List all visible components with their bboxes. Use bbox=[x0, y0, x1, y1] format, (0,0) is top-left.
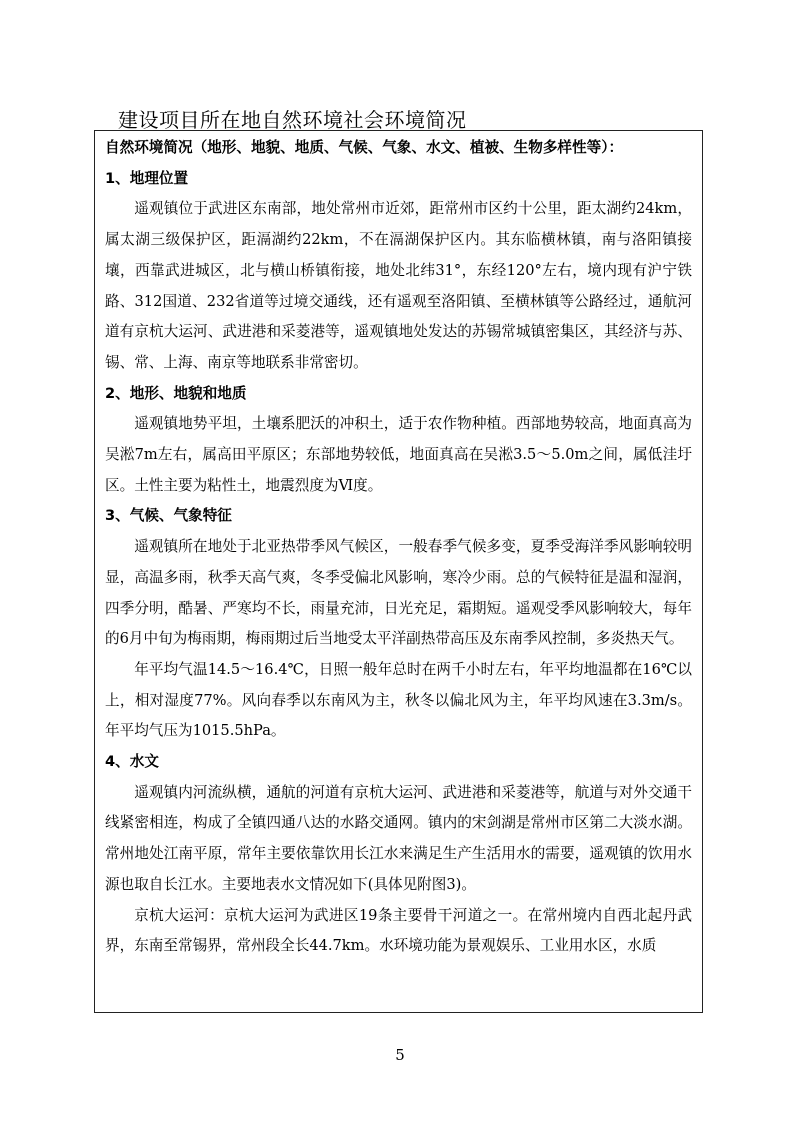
section-title-location: 1、地理位置 bbox=[105, 169, 189, 187]
section-title-climate: 3、气候、气象特征 bbox=[105, 507, 232, 525]
paragraph-terrain: 遥观镇地势平坦，土壤系肥沃的冲积土，适于农作物种植。西部地势较高，地面真高为吴淞7m左右，属高田平原区；东部地势较低，地面真高在吴淞3.5～5.0m之间，属低洼圩区。土性主要为粘性土，地震烈度为Ⅵ度。 bbox=[105, 415, 692, 494]
paragraph-hydrology: 遥观镇内河流纵横，通航的河道有京杭大运河、武进港和采菱港等，航道与对外交通干线紧密相连，构成了全镇四通八达的水路交通网。镇内的宋剑湖是常州市区第二大淡水湖。常州地处江南平原，常年主要依靠饮用长江水来满足生产生活用水的需要，遥观镇的饮用水源也取自长江水。主要地表水文情况如下(具体见附图3)。 bbox=[105, 783, 692, 893]
page-number: 5 bbox=[395, 1046, 405, 1064]
intro-title: 自然环境简况（地形、地貌、地质、气候、气象、水文、植被、生物多样性等）： bbox=[105, 139, 624, 156]
paragraph-location: 遥观镇位于武进区东南部，地处常州市近郊，距常州市区约十公里，距太湖约24km，属太湖三级保护区，距滆湖约22km，不在滆湖保护区内。其东临横林镇，南与洛阳镇接壤，西靠武进城区，北与横山桥镇衔接，地处北纬31°，东经120°左右，境内现有沪宁铁路、312国道、232省道等过境交通线，还有遥观至洛阳镇、至横林镇等公路经过，通航河道有京杭大运河、武进港和采菱港等，遥观镇地处发达的苏锡常城镇密集区，其经济与苏、锡、常、上海、南京等地联系非常密切。 bbox=[105, 200, 692, 371]
content-frame bbox=[94, 130, 703, 1013]
paragraph-climate: 遥观镇所在地处于北亚热带季风气候区，一般春季气候多变，夏季受海洋季风影响较明显，高温多雨，秋季天高气爽，冬季受偏北风影响，寒冷少雨。总的气候特征是温和湿润，四季分明，酷暑、严寒均不长，雨量充沛，日光充足，霜期短。遥观受季风影响较大，每年的6月中旬为梅雨期，梅雨期过后当地受太平洋副热带高压及东南季风控制，多炎热天气。 bbox=[105, 538, 692, 648]
paragraph-climate-stats: 年平均气温14.5～16.4℃，日照一般年总时在两千小时左右，年平均地温都在16℃以上，相对湿度77%。风向春季以东南风为主，秋冬以偏北风为主，年平均风速在3.3m/s。年平均气压为1015.5hPa。 bbox=[105, 660, 692, 740]
paragraph-grand-canal: 京杭大运河：京杭大运河为武进区19条主要骨干河道之一。在常州境内自西北起丹武界，东南至常锡界，常州段全长44.7km。水环境功能为景观娱乐、工业用水区，水质 bbox=[105, 906, 692, 955]
page-heading: 建设项目所在地自然环境社会环境简况 bbox=[118, 108, 467, 132]
section-title-hydrology: 4、水文 bbox=[105, 753, 159, 771]
content-body bbox=[95, 131, 702, 962]
section-title-terrain: 2、地形、地貌和地质 bbox=[105, 384, 247, 402]
